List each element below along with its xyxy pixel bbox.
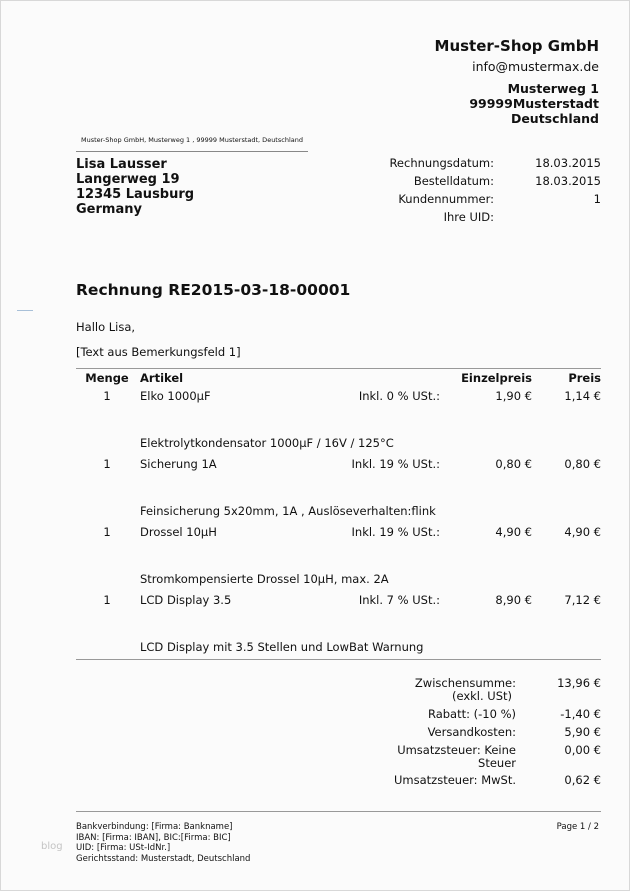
greeting: Hallo Lisa, <box>76 320 136 334</box>
item-article: Drossel 10µH <box>140 525 217 539</box>
totals-label <box>381 744 516 774</box>
item-unit-price: 1,90 € <box>495 389 532 403</box>
shop-address <box>469 81 599 126</box>
totals-value: 0,62 € <box>564 773 601 787</box>
item-qty: 1 <box>103 525 111 539</box>
item-description: Stromkompensierte Drossel 10µH, max. 2A <box>140 572 389 586</box>
totals-row <box>381 708 601 726</box>
meta-label: Ihre UID: <box>443 210 494 224</box>
meta-value: 18.03.2015 <box>535 156 601 170</box>
totals-label: Umsatzsteuer: MwSt. <box>394 773 516 787</box>
item-tax: Inkl. 19 % USt.: <box>351 525 440 539</box>
recipient-name: Lisa Lausser <box>76 157 167 172</box>
watermark-text: blog <box>41 841 63 852</box>
footer-bank: Bankverbindung: [Firma: Bankname] <box>76 822 233 832</box>
item-unit-price: 8,90 € <box>495 593 532 607</box>
shop-city: 99999Musterstadt <box>469 96 599 111</box>
header-unit-price: Einzelpreis <box>461 371 532 385</box>
table-row <box>76 387 601 455</box>
totals-label: Versandkosten: <box>427 725 516 739</box>
header-price: Preis <box>568 371 601 385</box>
item-description: Elektrolytkondensator 1000µF / 16V / 125°C <box>140 436 394 450</box>
recipient-city: 12345 Lausburg <box>76 187 195 202</box>
footer-bank-info <box>76 822 250 864</box>
item-price: 0,80 € <box>564 457 601 471</box>
totals-label <box>381 677 516 707</box>
item-article: Sicherung 1A <box>140 457 217 471</box>
table-bottom-rule <box>76 659 601 660</box>
meta-row <box>381 210 601 228</box>
sender-return-line: Muster-Shop GmbH, Musterweg 1 , 99999 Musterstadt, Deutschland <box>76 136 308 152</box>
footer-uid: UID: [Firma: USt-IdNr.] <box>76 843 171 853</box>
item-qty: 1 <box>103 593 111 607</box>
totals-row <box>381 726 601 744</box>
totals-row <box>381 677 601 707</box>
totals-value: 5,90 € <box>564 725 601 739</box>
totals-block <box>381 677 601 792</box>
item-unit-price: 0,80 € <box>495 457 532 471</box>
table-row <box>76 455 601 523</box>
page-number: Page 1 / 2 <box>556 822 599 832</box>
item-price: 4,90 € <box>564 525 601 539</box>
totals-label-line: Steuer <box>478 756 516 770</box>
header-qty: Menge <box>85 371 129 385</box>
header-article: Artikel <box>140 371 184 385</box>
recipient-address <box>76 157 194 217</box>
item-price: 1,14 € <box>564 389 601 403</box>
shop-email: info@mustermax.de <box>472 59 599 74</box>
shop-country: Deutschland <box>510 111 599 126</box>
meta-row <box>381 174 601 192</box>
totals-label-line: Zwischensumme: <box>414 676 516 690</box>
totals-value: 13,96 € <box>557 676 601 690</box>
totals-value: 0,00 € <box>564 743 601 757</box>
shop-name: Muster-Shop GmbH <box>434 37 599 55</box>
item-tax: Inkl. 19 % USt.: <box>351 457 440 471</box>
item-unit-price: 4,90 € <box>495 525 532 539</box>
totals-label-line: Umsatzsteuer: Keine <box>397 743 516 757</box>
shop-street: Musterweg 1 <box>507 81 599 96</box>
item-tax: Inkl. 0 % USt.: <box>358 389 440 403</box>
item-article: Elko 1000µF <box>140 389 211 403</box>
meta-value: 18.03.2015 <box>535 174 601 188</box>
item-price: 7,12 € <box>564 593 601 607</box>
item-qty: 1 <box>103 457 111 471</box>
header-tax <box>350 369 440 387</box>
invoice-title: Rechnung RE2015-03-18-00001 <box>76 281 351 299</box>
recipient-country: Germany <box>76 202 142 217</box>
meta-row <box>381 192 601 210</box>
totals-label-line: (exkl. USt) <box>451 689 512 703</box>
meta-row <box>381 156 601 174</box>
footer-rule <box>76 811 601 812</box>
meta-label: Kundennummer: <box>398 192 494 206</box>
meta-label: Bestelldatum: <box>413 174 494 188</box>
totals-value: -1,40 € <box>560 707 601 721</box>
meta-label: Rechnungsdatum: <box>389 156 494 170</box>
footer-iban: IBAN: [Firma: IBAN], BIC:[Firma: BIC] <box>76 832 231 843</box>
totals-row <box>381 774 601 792</box>
invoice-meta <box>381 156 601 228</box>
item-qty: 1 <box>103 389 111 403</box>
fold-mark <box>17 310 33 311</box>
footer-court: Gerichtsstand: Musterstadt, Deutschland <box>76 853 251 864</box>
recipient-street: Langerweg 19 <box>76 172 180 187</box>
remark-note: [Text aus Bemerkungsfeld 1] <box>76 345 241 359</box>
totals-label: Rabatt: (-10 %) <box>427 707 516 721</box>
items-table <box>76 368 601 660</box>
totals-row <box>381 744 601 774</box>
item-description: LCD Display mit 3.5 Stellen und LowBat Warnung <box>140 640 424 654</box>
item-description: Feinsicherung 5x20mm, 1A , Auslöseverhalten:flink <box>140 504 436 518</box>
table-row <box>76 591 601 659</box>
table-header <box>76 368 601 387</box>
item-article: LCD Display 3.5 <box>140 593 232 607</box>
meta-value: 1 <box>593 192 601 206</box>
item-tax: Inkl. 7 % USt.: <box>358 593 440 607</box>
table-row <box>76 523 601 591</box>
meta-value <box>494 210 601 228</box>
